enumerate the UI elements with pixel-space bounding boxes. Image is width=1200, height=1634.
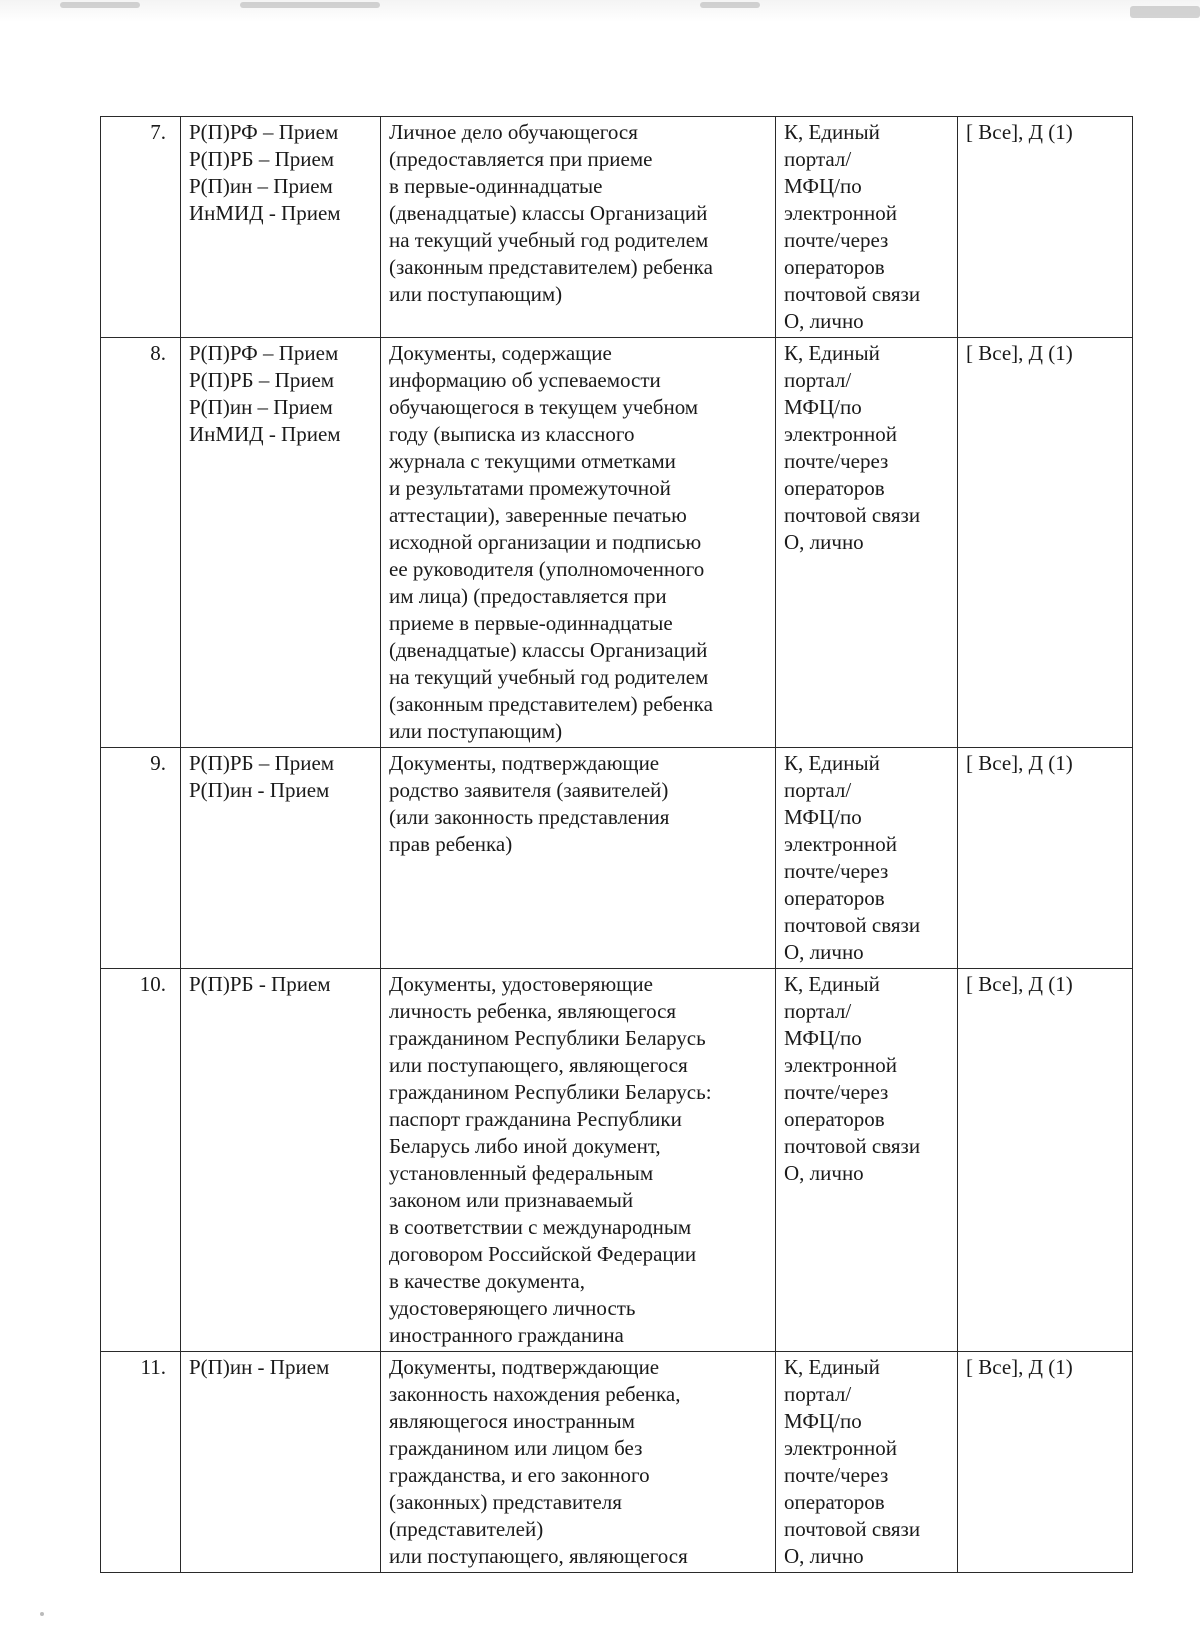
description-line: законность нахождения ребенка, <box>389 1382 681 1406</box>
submission-method-line: электронной <box>784 1436 898 1460</box>
table-row <box>101 338 1133 748</box>
submission-method-line: почте/через <box>784 449 889 473</box>
submission-method-line: почте/через <box>784 859 889 883</box>
description-line: ее руководителя (уполномоченного <box>389 557 705 581</box>
submission-method-cell <box>776 748 958 969</box>
submission-method-line: операторов <box>784 886 885 910</box>
row-number: 8. <box>101 338 181 748</box>
description-line: или поступающим) <box>389 282 563 306</box>
document-description-cell <box>381 748 776 969</box>
description-line: прав ребенка) <box>389 832 513 856</box>
document-description-cell <box>381 117 776 338</box>
description-line: в качестве документа, <box>389 1269 585 1293</box>
submission-method-line: почтовой связи <box>784 282 921 306</box>
procedure-code: Р(П)ин – Прием <box>189 174 333 198</box>
table-row <box>101 748 1133 969</box>
scan-speck <box>700 2 760 8</box>
submission-method-line: К, Единый <box>784 1355 880 1379</box>
submission-method-cell <box>776 117 958 338</box>
submission-method-line: портал/ <box>784 368 852 392</box>
description-line: или поступающим) <box>389 719 563 743</box>
procedure-code: Р(П)РФ – Прием <box>189 120 339 144</box>
description-line: Документы, содержащие <box>389 341 612 365</box>
requirement-cell <box>958 969 1133 1352</box>
submission-method-line: портал/ <box>784 147 852 171</box>
description-line: обучающегося в текущем учебном <box>389 395 699 419</box>
submission-method-line: почтовой связи <box>784 1517 921 1541</box>
submission-method-line: портал/ <box>784 999 852 1023</box>
table-row <box>101 969 1133 1352</box>
description-line: и результатами промежуточной <box>389 476 671 500</box>
row-number: 7. <box>101 117 181 338</box>
procedure-code: Р(П)РФ – Прием <box>189 341 339 365</box>
description-line: родство заявителя (заявителей) <box>389 778 669 802</box>
scan-speck <box>40 1612 44 1616</box>
description-line: удостоверяющего личность <box>389 1296 636 1320</box>
description-line: им лица) (предоставляется при <box>389 584 667 608</box>
description-line: (законным представителем) ребенка <box>389 255 713 279</box>
submission-method-line: К, Единый <box>784 341 880 365</box>
table-row <box>101 1352 1133 1573</box>
requirement-cell <box>958 117 1133 338</box>
submission-method-cell <box>776 969 958 1352</box>
requirement-text: [ Все], Д (1) <box>966 120 1073 144</box>
description-line: установленный федеральным <box>389 1161 654 1185</box>
documents-table <box>100 116 1133 1573</box>
procedure-code: Р(П)РБ - Прием <box>189 972 331 996</box>
description-line: (законных) представителя <box>389 1490 622 1514</box>
submission-method-line: портал/ <box>784 1382 852 1406</box>
document-description-cell <box>381 338 776 748</box>
description-line: в первые-одиннадцатые <box>389 174 603 198</box>
description-line: гражданином или лицом без <box>389 1436 643 1460</box>
description-line: Беларусь либо иной документ, <box>389 1134 661 1158</box>
submission-method-line: операторов <box>784 1490 885 1514</box>
submission-method-line: О, лично <box>784 1161 864 1185</box>
procedure-codes-cell <box>181 969 381 1352</box>
description-line: иностранного гражданина <box>389 1323 624 1347</box>
description-line: (двенадцатые) классы Организаций <box>389 201 708 225</box>
submission-method-line: К, Единый <box>784 120 880 144</box>
procedure-codes-cell <box>181 338 381 748</box>
submission-method-line: МФЦ/по <box>784 805 862 829</box>
document-table-container <box>100 116 1132 1573</box>
document-description-cell <box>381 1352 776 1573</box>
scan-top-edge <box>0 0 1200 22</box>
description-line: году (выписка из классного <box>389 422 635 446</box>
description-line: (или законность представления <box>389 805 670 829</box>
description-line: паспорт гражданина Республики <box>389 1107 682 1131</box>
submission-method-line: К, Единый <box>784 751 880 775</box>
submission-method-line: О, лично <box>784 309 864 333</box>
submission-method-line: почтовой связи <box>784 503 921 527</box>
description-line: в соответствии с международным <box>389 1215 692 1239</box>
submission-method-line: О, лично <box>784 940 864 964</box>
requirement-text: [ Все], Д (1) <box>966 751 1073 775</box>
scan-speck <box>240 2 380 8</box>
description-line: на текущий учебный год родителем <box>389 228 709 252</box>
requirement-cell <box>958 338 1133 748</box>
description-line: гражданином Республики Беларусь: <box>389 1080 712 1104</box>
description-line: или поступающего, являющегося <box>389 1544 688 1568</box>
requirement-text: [ Все], Д (1) <box>966 972 1073 996</box>
procedure-codes-cell <box>181 1352 381 1573</box>
submission-method-line: почте/через <box>784 1080 889 1104</box>
description-line: законом или признаваемый <box>389 1188 634 1212</box>
submission-method-line: электронной <box>784 201 898 225</box>
submission-method-line: МФЦ/по <box>784 1409 862 1433</box>
scan-speck <box>1130 6 1200 18</box>
requirement-text: [ Все], Д (1) <box>966 341 1073 365</box>
submission-method-line: операторов <box>784 255 885 279</box>
procedure-code: ИнМИД - Прием <box>189 422 341 446</box>
procedure-code: Р(П)РБ – Прием <box>189 147 335 171</box>
document-description-cell <box>381 969 776 1352</box>
submission-method-cell <box>776 1352 958 1573</box>
description-line: Документы, подтверждающие <box>389 1355 660 1379</box>
procedure-code: Р(П)ин - Прием <box>189 778 330 802</box>
row-number: 10. <box>101 969 181 1352</box>
submission-method-line: МФЦ/по <box>784 174 862 198</box>
description-line: аттестации), заверенные печатью <box>389 503 687 527</box>
submission-method-line: электронной <box>784 422 898 446</box>
description-line: (предоставляется при приеме <box>389 147 653 171</box>
submission-method-cell <box>776 338 958 748</box>
submission-method-line: почте/через <box>784 1463 889 1487</box>
submission-method-line: почтовой связи <box>784 913 921 937</box>
description-line: или поступающего, являющегося <box>389 1053 688 1077</box>
description-line: являющегося иностранным <box>389 1409 635 1433</box>
submission-method-line: почте/через <box>784 228 889 252</box>
description-line: Личное дело обучающегося <box>389 120 638 144</box>
description-line: (двенадцатые) классы Организаций <box>389 638 708 662</box>
procedure-code: Р(П)ин - Прием <box>189 1355 330 1379</box>
submission-method-line: МФЦ/по <box>784 1026 862 1050</box>
description-line: Документы, подтверждающие <box>389 751 660 775</box>
description-line: (представителей) <box>389 1517 544 1541</box>
description-line: гражданином Республики Беларусь <box>389 1026 706 1050</box>
submission-method-line: МФЦ/по <box>784 395 862 419</box>
scan-speck <box>60 2 140 8</box>
table-row <box>101 117 1133 338</box>
submission-method-line: портал/ <box>784 778 852 802</box>
requirement-cell <box>958 1352 1133 1573</box>
description-line: (законным представителем) ребенка <box>389 692 713 716</box>
row-number: 11. <box>101 1352 181 1573</box>
description-line: договором Российской Федерации <box>389 1242 697 1266</box>
description-line: Документы, удостоверяющие <box>389 972 653 996</box>
description-line: исходной организации и подписью <box>389 530 702 554</box>
submission-method-line: почтовой связи <box>784 1134 921 1158</box>
submission-method-line: О, лично <box>784 1544 864 1568</box>
procedure-codes-cell <box>181 748 381 969</box>
documents-table-body <box>101 117 1133 1573</box>
description-line: гражданства, и его законного <box>389 1463 650 1487</box>
submission-method-line: операторов <box>784 476 885 500</box>
submission-method-line: электронной <box>784 1053 898 1077</box>
description-line: приеме в первые-одиннадцатые <box>389 611 673 635</box>
procedure-code: Р(П)ин – Прием <box>189 395 333 419</box>
description-line: информацию об успеваемости <box>389 368 661 392</box>
procedure-code: Р(П)РБ – Прием <box>189 751 335 775</box>
row-number: 9. <box>101 748 181 969</box>
procedure-code: ИнМИД - Прием <box>189 201 341 225</box>
description-line: журнала с текущими отметками <box>389 449 676 473</box>
description-line: на текущий учебный год родителем <box>389 665 709 689</box>
description-line: личность ребенка, являющегося <box>389 999 677 1023</box>
submission-method-line: К, Единый <box>784 972 880 996</box>
submission-method-line: О, лично <box>784 530 864 554</box>
requirement-cell <box>958 748 1133 969</box>
procedure-code: Р(П)РБ – Прием <box>189 368 335 392</box>
submission-method-line: электронной <box>784 832 898 856</box>
procedure-codes-cell <box>181 117 381 338</box>
submission-method-line: операторов <box>784 1107 885 1131</box>
requirement-text: [ Все], Д (1) <box>966 1355 1073 1379</box>
